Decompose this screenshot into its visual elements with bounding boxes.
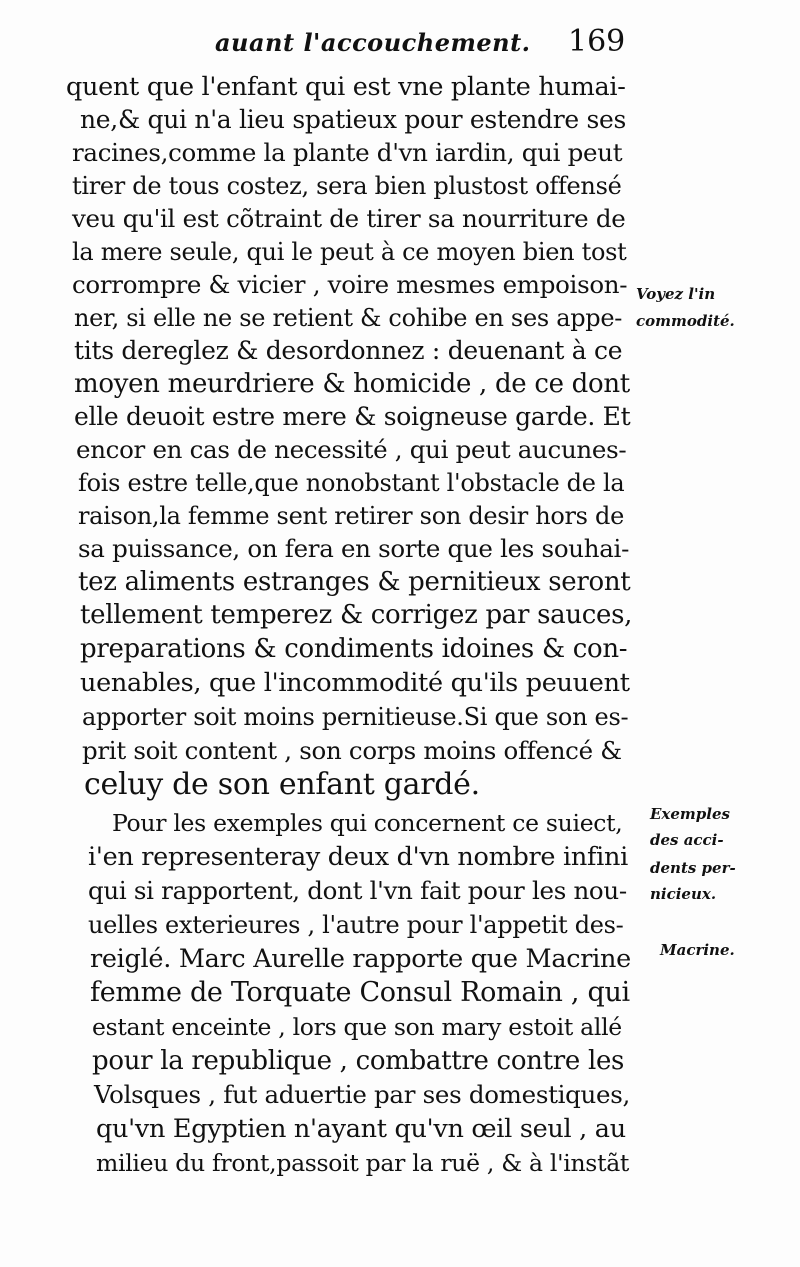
text-line: Volsques , fut aduertie par ses domestiques, bbox=[94, 1080, 630, 1109]
text-line: i'en representeray deux d'vn nombre infini bbox=[88, 842, 628, 872]
text-line: estant enceinte , lors que son mary estoit allé bbox=[92, 1013, 622, 1041]
text-line: milieu du front,passoit par la ruë , & à l'instãt bbox=[96, 1149, 630, 1177]
text-line: encor en cas de necessité , qui peut aucunes- bbox=[76, 435, 627, 464]
text-line: veu qu'il est cõtraint de tirer sa nourriture de bbox=[72, 204, 626, 233]
text-line: Pour les exemples qui concernent ce suiect, bbox=[112, 809, 623, 837]
text-line: uelles exterieures , l'autre pour l'appetit des- bbox=[88, 911, 624, 939]
text-line: tez aliments estranges & pernitieux seront bbox=[78, 567, 631, 597]
margin-note: des acci- bbox=[650, 831, 724, 849]
margin-note: Macrine. bbox=[660, 941, 735, 959]
text-line: corrompre & vicier , voire mesmes empoison- bbox=[72, 270, 628, 299]
text-line: racines,comme la plante d'vn iardin, qui peut bbox=[72, 138, 623, 167]
margin-note: dents per- bbox=[650, 859, 736, 877]
text-line: pour la republique , combattre contre les bbox=[92, 1046, 625, 1076]
text-line: qu'vn Egyptien n'ayant qu'vn œil seul , au bbox=[96, 1114, 626, 1144]
text-line: quent que l'enfant qui est vne plante humai- bbox=[66, 72, 626, 102]
text-line: tits dereglez & desordonnez : deuenant à ce bbox=[74, 336, 623, 365]
text-line: raison,la femme sent retirer son desir hors de bbox=[78, 502, 624, 530]
margin-note: commodité. bbox=[636, 312, 735, 330]
text-line: preparations & condiments idoines & con- bbox=[80, 634, 628, 664]
text-line: qui si rapportent, dont l'vn fait pour les nou- bbox=[88, 876, 627, 905]
margin-note: Exemples bbox=[650, 805, 730, 823]
running-head: auant l'accouchement. bbox=[215, 28, 531, 57]
margin-note: Voyez l'in bbox=[636, 285, 716, 303]
text-line: tellement temperez & corrigez par sauces, bbox=[80, 600, 633, 630]
text-line: celuy de son enfant gardé. bbox=[84, 767, 480, 802]
text-line: elle deuoit estre mere & soigneuse garde. Et bbox=[74, 402, 631, 431]
text-line: femme de Torquate Consul Romain , qui bbox=[90, 977, 630, 1008]
text-line: apporter soit moins pernitieuse.Si que son es- bbox=[82, 703, 629, 731]
text-line: la mere seule, qui le peut à ce moyen bien tost bbox=[72, 238, 627, 266]
page-number: 169 bbox=[568, 24, 626, 59]
text-line: ne,& qui n'a lieu spatieux pour estendre ses bbox=[80, 105, 627, 134]
text-line: moyen meurdriere & homicide , de ce dont bbox=[74, 369, 630, 399]
text-line: uenables, que l'incommodité qu'ils peuuent bbox=[80, 668, 630, 698]
text-line: reiglé. Marc Aurelle rapporte que Macrine bbox=[90, 944, 631, 974]
text-line: sa puissance, on fera en sorte que les souhai- bbox=[78, 534, 630, 563]
text-line: tirer de tous costez, sera bien plustost offensé bbox=[72, 172, 622, 200]
text-line: prit soit content , son corps moins offencé & bbox=[82, 736, 622, 765]
text-line: fois estre telle,que nonobstant l'obstacle de la bbox=[78, 469, 625, 497]
margin-note: nicieux. bbox=[650, 885, 717, 903]
text-line: ner, si elle ne se retient & cohibe en ses appe- bbox=[74, 304, 623, 332]
